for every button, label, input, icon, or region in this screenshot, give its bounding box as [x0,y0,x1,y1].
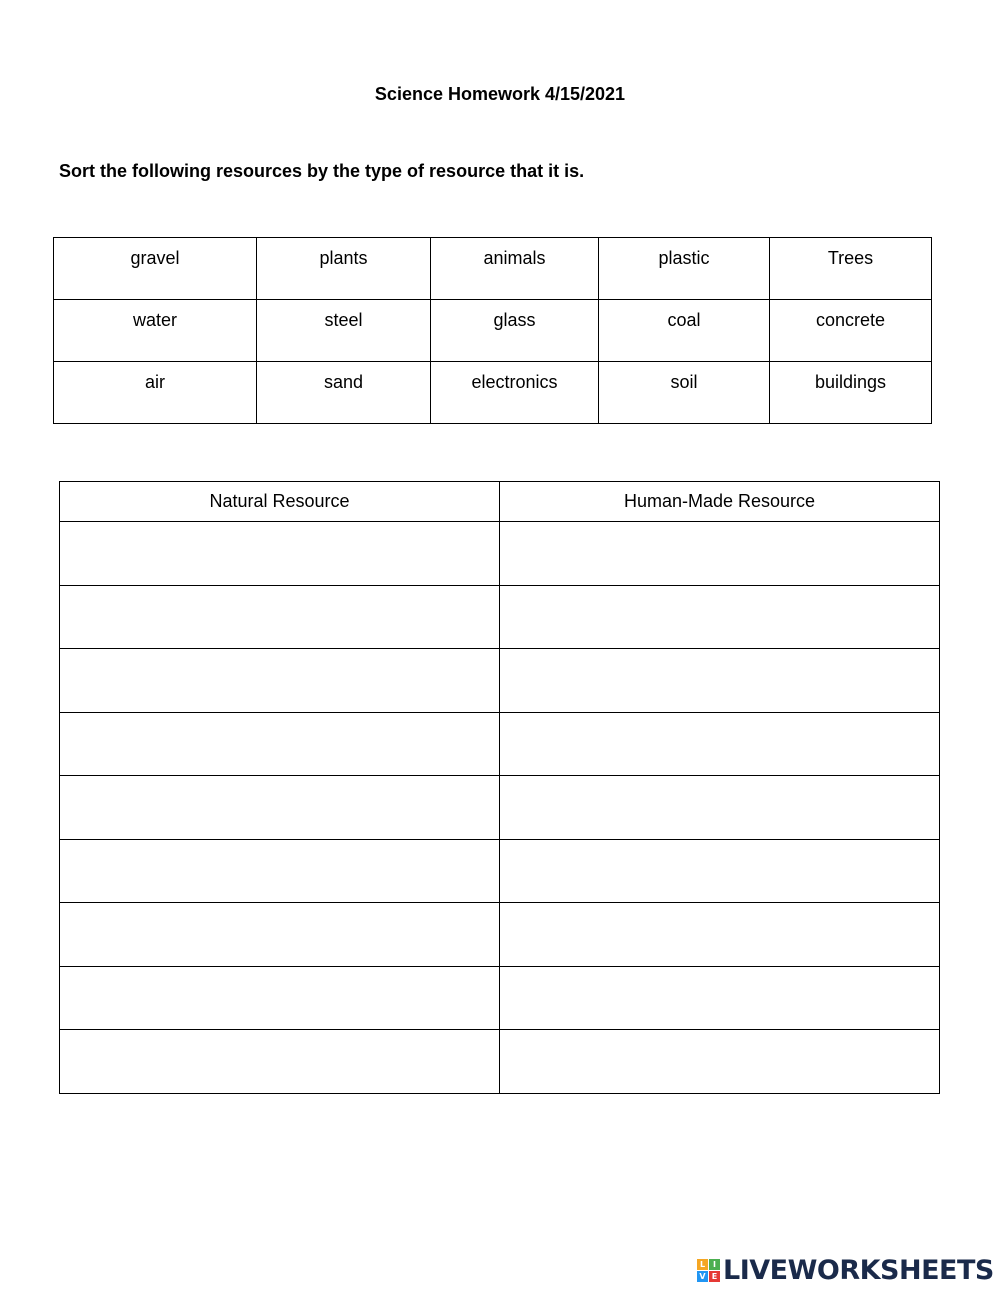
sort-table-row [60,649,940,713]
word-bank-cell: plants [257,238,431,300]
human-made-resource-answer-cell[interactable] [500,649,940,713]
natural-resource-header: Natural Resource [60,482,500,522]
logo-blocks-icon [697,1259,720,1282]
page-title: Science Homework 4/15/2021 [374,84,626,104]
word-bank-cell: Trees [770,238,932,300]
human-made-resource-answer-cell[interactable] [500,712,940,776]
word-bank-row [54,238,932,300]
logo-block: E [709,1271,720,1282]
human-made-resource-answer-cell[interactable] [500,776,940,840]
sort-table-row [60,966,940,1030]
human-made-resource-answer-cell[interactable] [500,1030,940,1094]
sort-table-row [60,585,940,649]
liveworksheets-logo [697,1255,994,1285]
word-bank-cell: air [54,362,257,424]
human-made-resource-answer-cell[interactable] [500,966,940,1030]
word-bank-cell: steel [257,300,431,362]
natural-resource-answer-cell[interactable] [60,839,500,903]
natural-resource-answer-cell[interactable] [60,522,500,586]
word-bank-cell: coal [599,300,770,362]
sort-table-row [60,903,940,967]
word-bank-cell: gravel [54,238,257,300]
word-bank-cell: glass [431,300,599,362]
word-bank-cell: concrete [770,300,932,362]
word-bank-row [54,362,932,424]
word-bank-cell: buildings [770,362,932,424]
human-made-resource-header: Human-Made Resource [500,482,940,522]
sort-table-row [60,712,940,776]
natural-resource-answer-cell[interactable] [60,585,500,649]
logo-block: I [709,1259,720,1270]
logo-block: V [697,1271,708,1282]
sort-table-row [60,522,940,586]
natural-resource-answer-cell[interactable] [60,966,500,1030]
word-bank-cell: water [54,300,257,362]
instructions-text: Sort the following resources by the type of resource that it is. [59,161,585,181]
logo-text: LIVEWORKSHEETS [723,1254,994,1286]
human-made-resource-answer-cell[interactable] [500,903,940,967]
word-bank-table [53,237,932,424]
natural-resource-answer-cell[interactable] [60,649,500,713]
word-bank-cell: soil [599,362,770,424]
natural-resource-answer-cell[interactable] [60,1030,500,1094]
sort-table-header-row [60,482,940,522]
sort-table-body [60,522,940,1094]
natural-resource-answer-cell[interactable] [60,776,500,840]
human-made-resource-answer-cell[interactable] [500,839,940,903]
word-bank-row [54,300,932,362]
natural-resource-answer-cell[interactable] [60,903,500,967]
sort-table-row [60,776,940,840]
human-made-resource-answer-cell[interactable] [500,585,940,649]
logo-block: L [697,1259,708,1270]
natural-resource-answer-cell[interactable] [60,712,500,776]
sort-table [59,481,940,1094]
human-made-resource-answer-cell[interactable] [500,522,940,586]
word-bank-cell: electronics [431,362,599,424]
word-bank-cell: animals [431,238,599,300]
sort-table-row [60,1030,940,1094]
word-bank-cell: plastic [599,238,770,300]
sort-table-row [60,839,940,903]
word-bank-cell: sand [257,362,431,424]
